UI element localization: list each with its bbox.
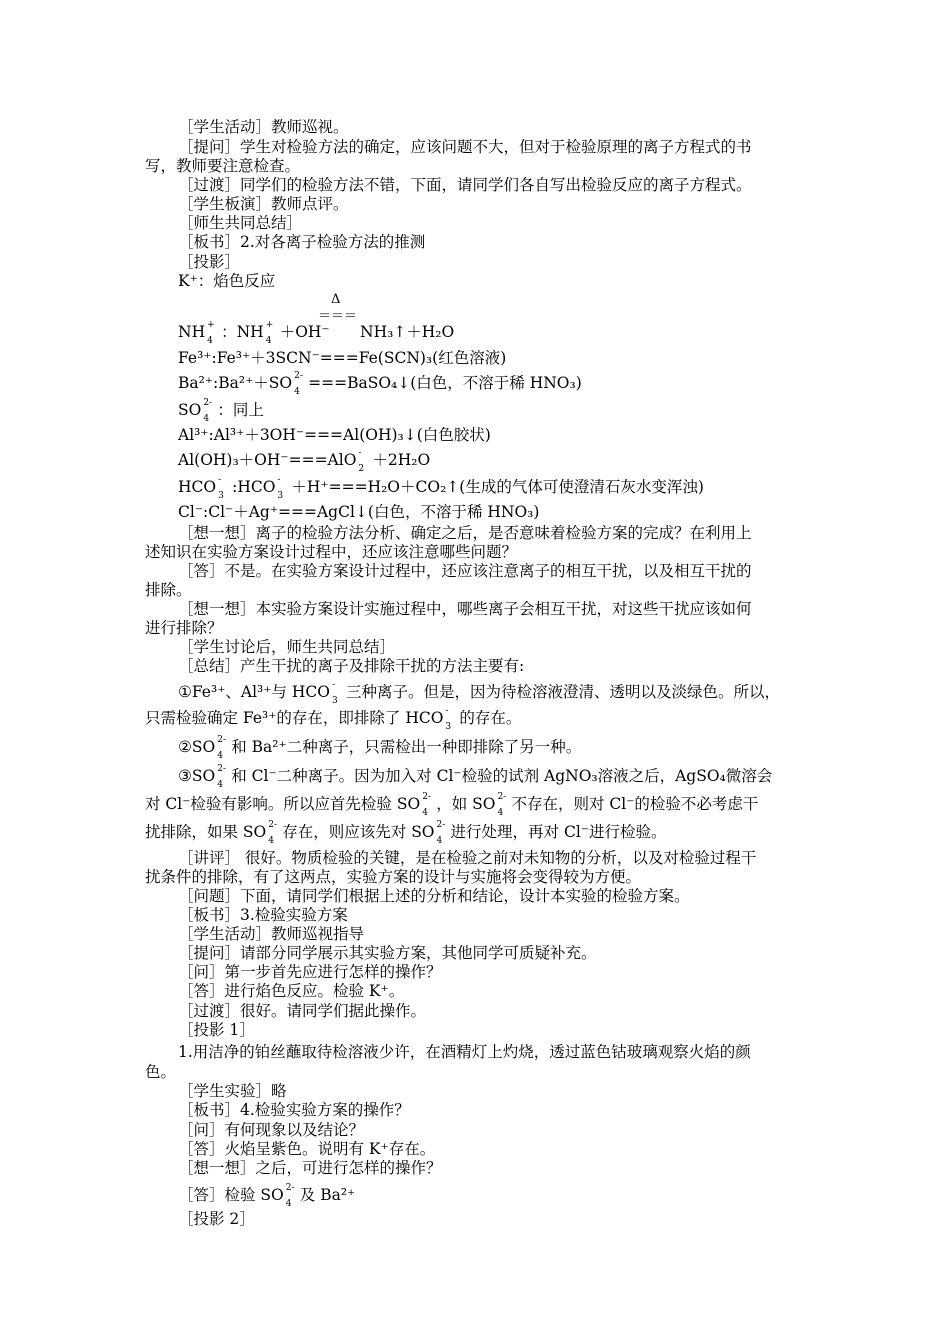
text-line: ［总结］产生干扰的离子及排除干扰的方法主要有:	[178, 657, 525, 675]
equation-nh4: NH + 4 ：NH + 4 ＋OH⁻	[178, 320, 330, 346]
equation-aloh: Al(OH)₃＋OH⁻===AlO - 2 ＋2H₂O	[178, 448, 431, 474]
equation-cl: Cl⁻:Cl⁻＋Ag⁺===AgCl↓(白色，不溶于稀 HNO₃)	[178, 503, 540, 521]
text-line: 述知识在实验方案设计过程中，还应该注意哪些问题？	[145, 543, 518, 561]
text-line: 色。	[145, 1063, 177, 1081]
text-line: ［学生实验］略	[178, 1082, 287, 1100]
text-line: ［想一想］离子的检验方法分析、确定之后，是否意味着检验方案的完成？在利用上	[178, 524, 752, 542]
paragraph-3: ③SO 2- 4 和 Cl⁻二种离子。因为加入对 Cl⁻检验的试剂 AgNO₃溶液之后，AgSO₄微溶会	[178, 764, 773, 790]
text-line: ［投影 2］	[178, 1210, 255, 1228]
text-line: 1.用洁净的铂丝蘸取待检溶液少许，在酒精灯上灼烧，透过蓝色钴玻璃观察火焰的颜	[178, 1043, 751, 1061]
condition-delta: Δ	[331, 292, 341, 307]
text-line: ［过渡］同学们的检验方法不错，下面，请同学们各自写出检验反应的离子方程式。	[178, 176, 752, 194]
text-line: ［投影］	[178, 253, 241, 271]
text-line: ［学生活动］教师巡视指导	[178, 925, 365, 943]
text-line: ［师生共同总结］	[178, 214, 303, 232]
text-line: ［板书］2.对各离子检验方法的推测	[178, 233, 426, 251]
text-line: ［学生讨论后，师生共同总结］	[178, 638, 396, 656]
equation-fe: Fe³⁺:Fe³⁺＋3SCN⁻===Fe(SCN)₃(红色溶液)	[178, 349, 507, 367]
text-line: ［答］不是。在实验方案设计过程中，还应该注意离子的相互干扰，以及相互干扰的	[178, 562, 752, 580]
text-line: ［投影 1］	[178, 1021, 255, 1039]
paragraph-2: ②SO 2- 4 和 Ba²⁺二种离子，只需检出一种即排除了另一种。	[178, 735, 582, 761]
paragraph-1-cont: 只需检验确定 Fe³⁺的存在，即排除了 HCO - 3 的存在。	[145, 706, 522, 732]
text-line: ［学生板演］教师点评。	[178, 195, 349, 213]
paragraph-1: ①Fe³⁺、Al³⁺与 HCO - 3 三种离子。但是，因为待检溶液澄清、透明以及淡绿色。所以，	[178, 680, 780, 706]
text-line: ［板书］3.检验实验方案	[178, 906, 348, 924]
paragraph-3-cont: 对 Cl⁻检验有影响。所以应首先检验 SO 2- 4 ，如 SO 2- 4 不存在，则对 Cl⁻的检验不必考虑干	[145, 792, 759, 818]
text-line: 排除。	[145, 581, 192, 599]
text-line: ［想一想］本实验方案设计实施过程中，哪些离子会相互干扰，对这些干扰应该如何	[178, 600, 752, 618]
text-line: ［提问］请部分同学展示其实验方案，其他同学可质疑补充。	[178, 944, 597, 962]
text-line: ［过渡］很好。请同学们据此操作。	[178, 1002, 427, 1020]
text-line: 进行排除？	[145, 619, 223, 637]
text-line: ［问］有何现象以及结论？	[178, 1121, 365, 1139]
equation-ba: Ba²⁺:Ba²⁺＋SO 2- 4 ===BaSO₄↓(白色，不溶于稀 HNO₃)	[178, 371, 582, 397]
text-line: ［讲评］ 很好。物质检验的关键，是在检验之前对未知物的分析，以及对检验过程干	[178, 849, 757, 867]
text-line: ［想一想］之后，可进行怎样的操作？	[178, 1159, 442, 1177]
text-line: ［提问］学生对检验方法的确定，应该问题不大，但对于检验原理的离子方程式的书	[178, 138, 752, 156]
equation-k: K⁺：焰色反应	[178, 272, 276, 290]
equation-hco3: HCO - 3 :HCO - 3 ＋H⁺===H₂O＋CO₂↑(生成的气体可使澄清石灰水变浑浊)	[178, 475, 704, 501]
text-line: ［学生活动］教师巡视。	[178, 118, 349, 136]
text-line: ［问］第一步首先应进行怎样的操作？	[178, 963, 442, 981]
text-line: ［问题］下面，请同学们根据上述的分析和结论，设计本实验的检验方案。	[178, 887, 690, 905]
text-line: ［答］火焰呈紫色。说明有 K⁺存在。	[178, 1140, 436, 1158]
condition-equals: ＝＝＝	[318, 309, 358, 324]
equation-so4: SO 2- 4 ：同上	[178, 398, 264, 424]
text-line: ［板书］4.检验实验方案的操作？	[178, 1101, 410, 1119]
answer-line: ［答］检验 SO 2- 4 及 Ba²⁺	[178, 1183, 356, 1209]
equation-nh4-product: NH₃↑＋H₂O	[360, 323, 455, 341]
text-line: 扰条件的排除，有了这两点，实验方案的设计与实施将会变得较为方便。	[145, 868, 642, 886]
text-line: 写，教师要注意检查。	[145, 157, 301, 175]
paragraph-3-cont: 扰排除，如果 SO 2- 4 存在，则应该先对 SO 2- 4 进行处理，再对 Cl⁻进行检验。	[145, 820, 667, 846]
equation-al: Al³⁺:Al³⁺＋3OH⁻===Al(OH)₃↓(白色胶状)	[178, 426, 491, 444]
text-line: ［答］进行焰色反应。检验 K⁺。	[178, 982, 405, 1000]
